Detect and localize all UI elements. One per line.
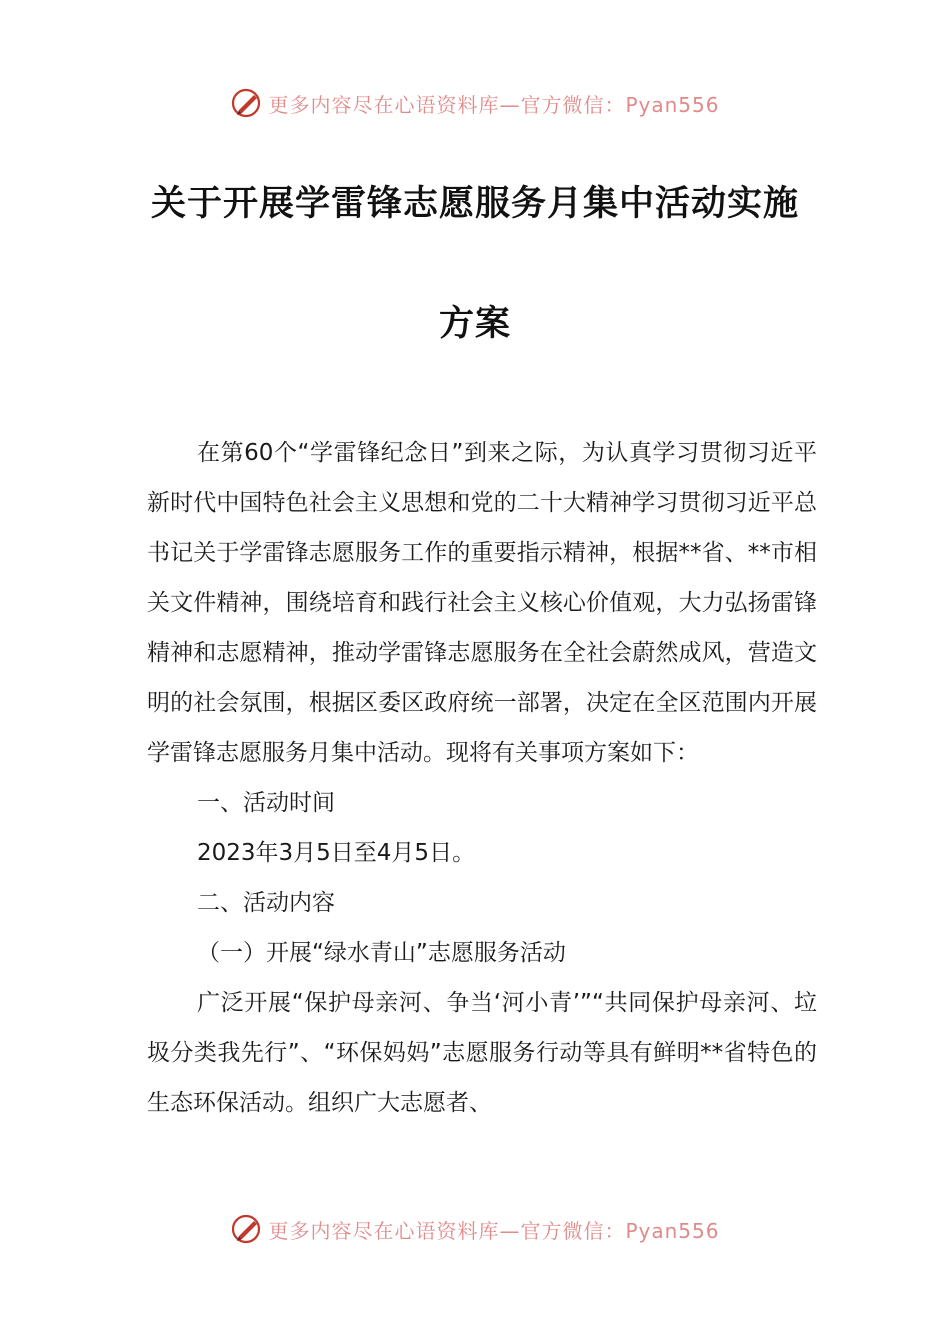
document-body [147, 428, 817, 1128]
pen-logo-icon [230, 86, 264, 120]
paragraph-intro: 在第60个“学雷锋纪念日”到来之际，为认真学习贯彻习近平新时代中国特色社会主义思想和党的二十大精神学习贯彻习近平总书记关于学雷锋志愿服务工作的重要指示精神，根据**省、**市相关文件精神，围绕培育和践行社会主义核心价值观，大力弘扬雷锋精神和志愿精神，推动学雷锋志愿服务在全社会蔚然成风，营造文明的社会氛围，根据区委区政府统一部署，决定在全区范围内开展学雷锋志愿服务月集中活动。现将有关事项方案如下： [147, 440, 817, 766]
watermark-text: 更多内容尽在心语资料库—官方微信：Pyan556 [268, 92, 720, 117]
heading-activity-content: 二、活动内容 [197, 890, 335, 916]
document-title-line1: 关于开展学雷锋志愿服务月集中活动实施 [150, 184, 799, 224]
paragraph-date-range: 2023年3月5日至4月5日。 [197, 840, 476, 866]
watermark-header [0, 86, 950, 120]
watermark-footer [0, 1212, 950, 1246]
heading-activity-time: 一、活动时间 [197, 790, 335, 816]
subheading-green-mountains: （一）开展“绿水青山”志愿服务活动 [197, 940, 566, 966]
paragraph-environmental: 广泛开展“保护母亲河、争当‘河小青’”“共同保护母亲河、垃圾分类我先行”、“环保妈妈”志愿服务行动等具有鲜明**省特色的生态环保活动。组织广大志愿者、 [147, 990, 817, 1116]
document-title-line2: 方案 [438, 304, 511, 344]
watermark-text: 更多内容尽在心语资料库—官方微信：Pyan556 [268, 1218, 720, 1243]
pen-logo-icon [230, 1212, 264, 1246]
